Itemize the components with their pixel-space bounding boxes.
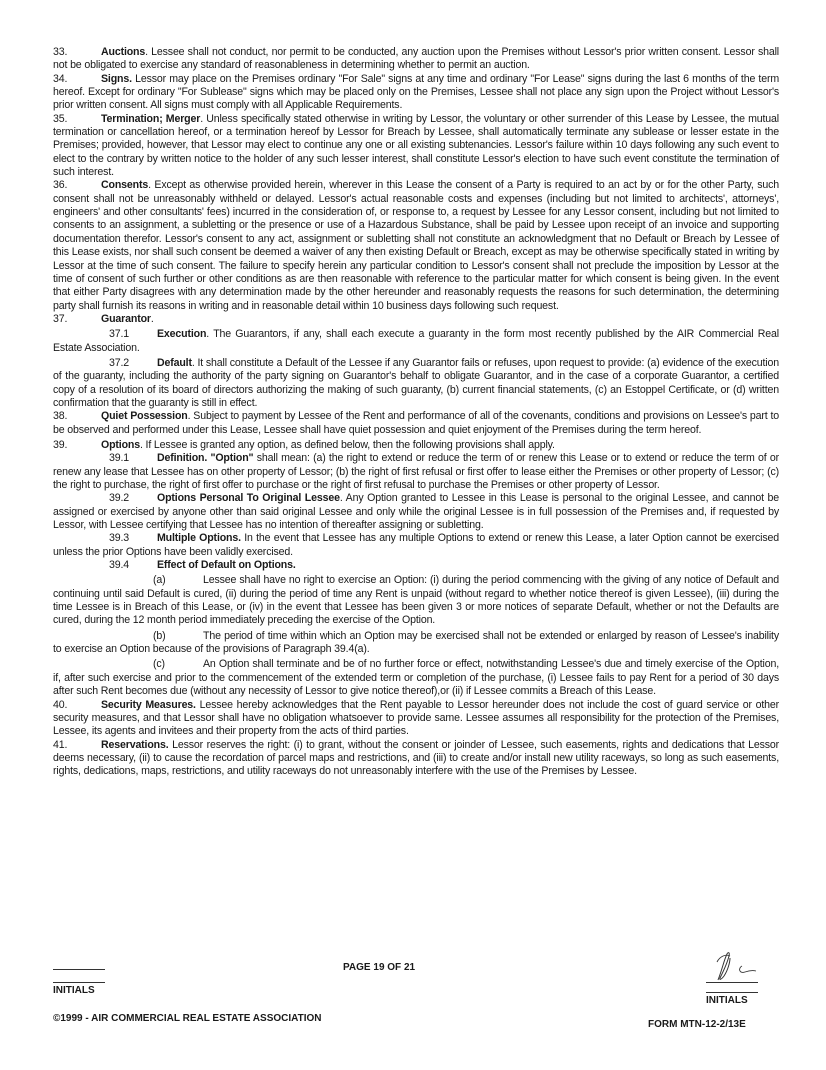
section-text: In the event that Lessee has any multiple Options to extend or renew this Lease, a later Option cannot be exercised unless the prior Options have been validly exercised.	[53, 532, 779, 558]
section-text: .	[150, 312, 154, 325]
initials-right-signature-line	[706, 982, 758, 983]
section-text: . Except as otherwise provided herein, wherever in this Lease the consent of a Party is required to an act by or for the other Party, such consent shall not be unreasonably withheld or delayed. Lessor's actual reasonable costs and expenses (including but not limited to architects', attorneys', engineers' and other consultants' fees) incurred in the consideration of, or response to, a request by Lessee for any Lessor consent, including but not limited to consents to an assignment, a subletting or the presence or use of a Hazardous Substance, shall be paid by Lessee upon receipt of an invoice and supporting documentation therefor. Lessor's consent to any act, assignment or subletting shall not constitute an acknowledgment that no Default or Breach by Lessee of this Lease exists, nor shall such consent be deemed a waiver of any then existing Default or Breach, except as may be otherwise specifically stated in writing by Lessor at the time of such consent. The failure to specify herein any particular condition to Lessor's consent shall not preclude the imposition by Lessor at the time of consent of such further or other conditions as are then reasonable with reference to the particular matter for which consent is being given. In the event that either Party disagrees with any determination made by the other hereunder and reasonably requests the reasons for such determination, the determining party shall furnish its reasons in writing and in reasonable detail within 10 business days following such request.	[53, 179, 779, 312]
section-number: 39.4	[109, 559, 130, 572]
section-number: 38.	[53, 410, 68, 423]
document-body	[53, 46, 779, 779]
section-number: 39.3	[109, 532, 130, 545]
section-39-3-multiple-options	[53, 532, 779, 559]
section-heading: Execution	[157, 328, 207, 341]
section-text: . Any Option granted to Lessee in this Lease is personal to the original Lessee, and cannot be assigned or exercised by anyone other than said original Lessee and only while the original Lessee is in full possession of the Premises and, if requested by Lessor, with Lessee certifying that Lessee has no intention of thereafter assigning or subletting.	[53, 492, 779, 532]
section-39-4-c	[53, 658, 779, 698]
section-number: 36.	[53, 179, 68, 192]
section-39-4-effect-of-default	[53, 559, 779, 572]
section-number: 35.	[53, 112, 68, 125]
section-heading: Security Measures.	[101, 698, 196, 711]
section-36-consents	[53, 179, 779, 312]
section-37-guarantor	[53, 313, 779, 326]
section-39-options	[53, 439, 779, 452]
section-text: . If Lessee is granted any option, as defined below, then the following provisions shall apply.	[139, 438, 555, 451]
section-number: 37.2	[109, 356, 130, 369]
section-heading: Consents	[101, 179, 149, 192]
section-text: Lessee hereby acknowledges that the Rent payable to Lessor hereunder does not include the cost of guard service or other security measures, and that Lessor shall have no obligation whatsoever to provide same. Lessee assumes all responsibility for the protection of the Premises, Lessee, its agents and invitees and their property from the acts of third parties.	[53, 698, 779, 738]
section-heading: Effect of Default on Options	[157, 559, 293, 572]
copyright-notice: ©1999 - AIR COMMERCIAL REAL ESTATE ASSOCIATION	[53, 1013, 322, 1024]
section-heading: Options	[101, 438, 140, 451]
section-38-quiet-possession	[53, 410, 779, 437]
handwritten-initials-signature	[712, 950, 762, 982]
section-number: 39.1	[109, 452, 130, 465]
section-text: . Lessee shall not conduct, nor permit to be conducted, any auction upon the Premises without Lessor's prior written consent. Lessor shall not be obligated to exercise any standard of reasonableness in determining whether to permit an auction.	[53, 46, 779, 72]
section-39-4-a	[53, 574, 779, 627]
section-text: Lessor reserves the right: (i) to grant, without the consent or joinder of Lessee, such easements, rights and dedications that Lessor deems necessary, (ii) to cause the recordation of parcel maps and restrictions, and (iii) to create and/or install new utility raceways, so long as such easements, rights, dedications, maps, restrictions, and utility raceways do not unreasonably interfere with the use of the Premises by Lessee.	[53, 738, 779, 778]
section-text: . Unless specifically stated otherwise in writing by Lessor, the voluntary or other surrender of this Lease by Lessee, the mutual termination or cancellation hereof, or a termination hereof by Lessor for Breach by Lessee, shall automatically terminate any sublease or lesser estate in the Premises; provided, however, that Lessor may elect to continue any one or all existing subtenancies. Lessor's failure within 10 days following any such event to elect to the contrary by written notice to the holder of any such lesser interest, shall constitute Lessor's election to have such event constitute the termination of such interest.	[53, 112, 779, 179]
section-39-2-options-personal	[53, 492, 779, 532]
section-text: The period of time within which an Option may be exercised shall not be extended or enlarged by reason of Lessee's inability to exercise an Option because of the provisions of Paragraph 39.4(a).	[53, 629, 779, 656]
section-heading: Signs.	[101, 72, 132, 85]
section-heading: Options Personal To Original Lessee	[157, 492, 340, 505]
section-33-auctions	[53, 46, 779, 73]
section-text: Lessor may place on the Premises ordinary "For Sale" signs at any time and ordinary "For Lease" signs during the last 6 months of the term hereof. Except for ordinary "For Sublease" signs which may be placed only on the Premises, Lessee shall not place any sign upon the Project without Lessor's prior written consent. All signs must comply with all Applicable Requirements.	[53, 72, 779, 112]
section-37-1-execution	[53, 328, 779, 355]
section-text: . Subject to payment by Lessee of the Rent and performance of all of the covenants, conditions and provisions on Lessee's part to be observed and performed under this Lease, Lessee shall have quiet possession and quiet enjoyment of the Premises during the term hereof.	[53, 410, 779, 436]
section-number: 34.	[53, 72, 68, 85]
item-letter: (b)	[153, 629, 166, 642]
section-heading: Reservations.	[101, 738, 169, 751]
item-letter: (c)	[153, 658, 165, 671]
section-heading: Auctions	[101, 46, 146, 58]
initials-right-label: INITIALS	[706, 995, 748, 1006]
section-number: 39.	[53, 438, 68, 451]
section-34-signs	[53, 73, 779, 113]
section-number: 37.1	[109, 328, 130, 341]
section-39-4-b	[53, 630, 779, 657]
initials-left-divider	[53, 982, 105, 983]
section-37-2-default	[53, 357, 779, 410]
section-number: 41.	[53, 738, 68, 751]
section-35-termination-merger	[53, 113, 779, 180]
section-number: 33.	[53, 46, 68, 58]
initials-left-label: INITIALS	[53, 985, 95, 996]
section-heading: Multiple Options.	[157, 532, 241, 545]
item-letter: (a)	[153, 574, 166, 587]
section-heading: Quiet Possession	[101, 410, 188, 423]
section-41-reservations	[53, 739, 779, 779]
section-text: .	[292, 559, 296, 572]
section-text: . It shall constitute a Default of the Lessee if any Guarantor fails or refuses, upon request to provide: (a) evidence of the execution of the guaranty, including the authority of the party signing on Guarantor's behalf to obligate Guarantor, and in the case of a corporate Guarantor, a certified copy of a resolution of its board of directors authorizing the making of such guaranty, (b) current financial statements, (c) an Estoppel Certificate, or (d) written confirmation that the guaranty is still in effect.	[53, 356, 779, 409]
initials-left-blank-line	[53, 969, 105, 970]
section-39-1-definition	[53, 452, 779, 492]
section-text: shall mean: (a) the right to extend or reduce the term of or renew this Lease or to extend or reduce the term of or renew any lease that Lessee has on other property of Lessor; (b) the right of first refusal or first offer to lease either the Premises or other property of Lessor; (c) the right to purchase, the right of first offer to purchase or the right of first refusal to purchase the Premises or other property of Lessor.	[53, 452, 779, 491]
section-40-security-measures	[53, 699, 779, 739]
section-number: 40.	[53, 698, 68, 711]
page-number: PAGE 19 OF 21	[343, 962, 416, 973]
section-heading: Default	[157, 356, 192, 369]
section-heading: Definition. "Option"	[157, 452, 254, 465]
section-text: Lessee shall have no right to exercise an Option: (i) during the period commencing with the giving of any notice of Default and continuing until said Default is cured, (ii) during the period of time any Rent is unpaid (without regard to whether notice thereof is given Lessee), (iii) during the time Lessee is in Breach of this Lease, or (iv) in the event that Lessee has been given 3 or more notices of separate Default, whether or not the Defaults are cured, during the 12 month period immediately preceding the exercise of the Option.	[53, 574, 779, 627]
section-heading: Guarantor	[101, 312, 151, 325]
section-number: 37.	[53, 312, 68, 325]
section-number: 39.2	[109, 492, 130, 505]
initials-right-divider	[706, 992, 758, 993]
section-text: An Option shall terminate and be of no further force or effect, notwithstanding Lessee's due and timely exercise of the Option, if, after such exercise and prior to the commencement of the extended term or completion of the purchase, (i) Lessee fails to pay Rent for a period of 30 days after such Rent becomes due (without any necessity of Lessor to give notice thereof),or (ii) if Lessee commits a Breach of this Lease.	[53, 658, 779, 698]
form-number: FORM MTN-12-2/13E	[648, 1019, 746, 1030]
section-text: . The Guarantors, if any, shall each execute a guaranty in the form most recently published by the AIR Commercial Real Estate Association.	[53, 328, 779, 354]
section-heading: Termination; Merger	[101, 112, 201, 125]
